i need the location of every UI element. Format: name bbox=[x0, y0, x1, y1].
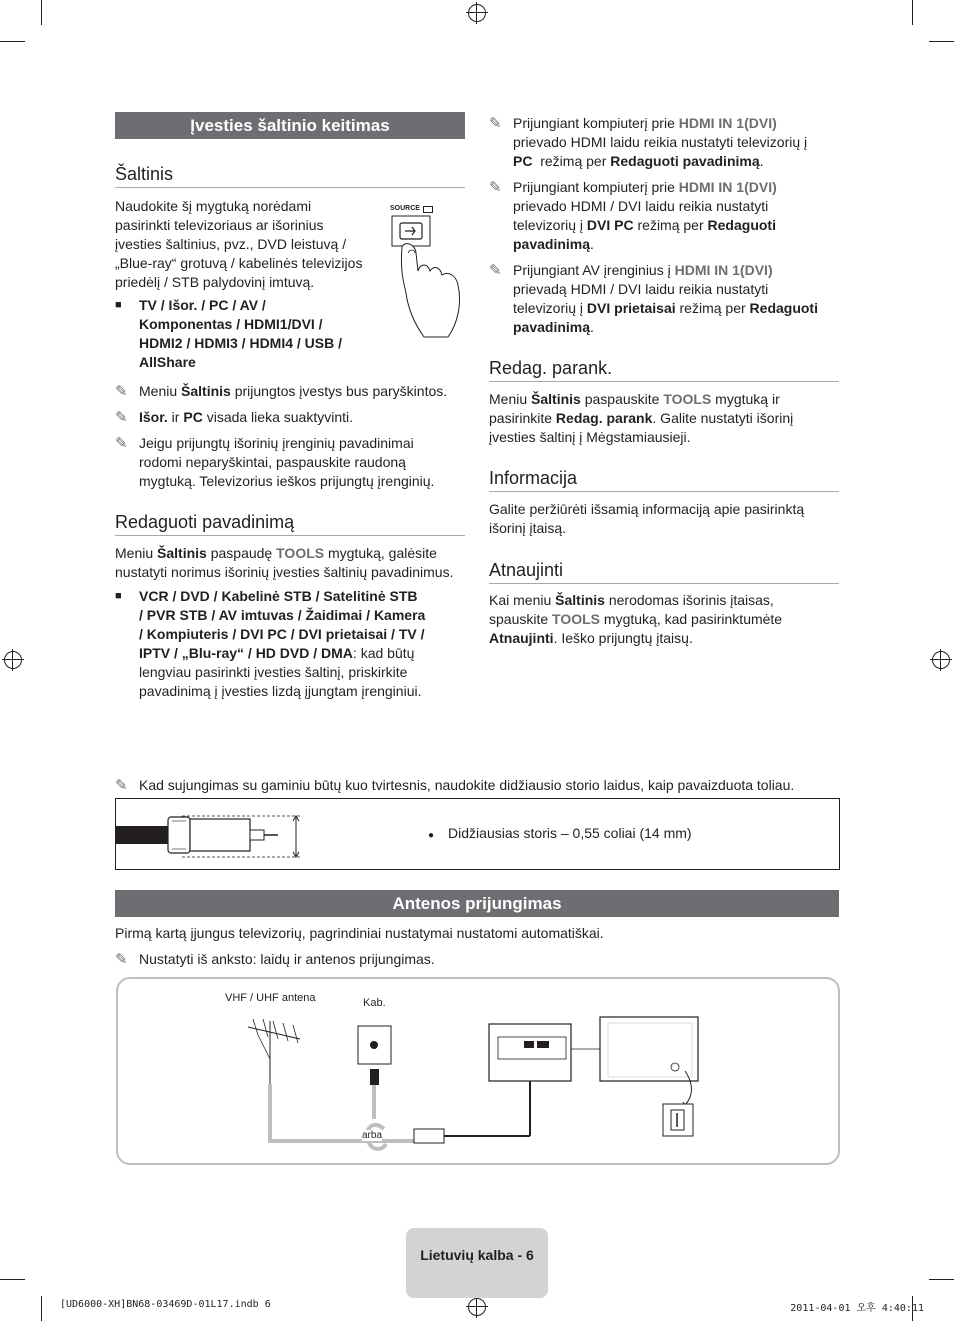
heading-saltinis: Šaltinis bbox=[115, 164, 465, 188]
text-line: Naudokite šį mygtuką norėdami bbox=[115, 198, 312, 214]
section-bar-input-source: Įvesties šaltinio keitimas bbox=[115, 112, 465, 139]
text-line bbox=[513, 318, 873, 337]
port-keyword: HDMI IN 1(DVI) bbox=[678, 115, 777, 131]
note-red-button bbox=[115, 434, 499, 491]
square-bullet-icon: ■ bbox=[115, 590, 122, 602]
text-line bbox=[513, 235, 873, 254]
text-bold: Šaltinis bbox=[157, 545, 207, 561]
text-line bbox=[513, 152, 873, 171]
pencil-note-icon: ✎ bbox=[115, 383, 128, 400]
antenna-intro: Pirmą kartą įjungus televizorių, pagrindiniai nustatymai nustatomi automatiškai. bbox=[115, 925, 604, 941]
bullet-line: / PVR STB / AV imtuvas / Žaidimai / Kamera bbox=[139, 607, 426, 623]
text: televizorių į bbox=[513, 217, 587, 233]
text: nerodomas išorinis įtaisas, bbox=[604, 592, 774, 608]
text: paspauskite bbox=[580, 391, 664, 407]
text: Kai meniu bbox=[489, 592, 556, 608]
or-label: arba bbox=[362, 1130, 383, 1141]
text-bold: IPTV / „Blu-ray“ / HD DVD / DMA bbox=[139, 645, 353, 661]
text-bold: Šaltinis bbox=[181, 383, 231, 399]
text-line: priedėlį / STB palydovinį imtuvą. bbox=[115, 274, 315, 290]
text: . Galite nustatyti išorinį bbox=[652, 410, 794, 426]
pencil-note-icon: ✎ bbox=[489, 179, 502, 196]
text: Prijungiant kompiuterį prie bbox=[513, 115, 679, 131]
heading-redaguoti: Redaguoti pavadinimą bbox=[115, 512, 465, 536]
text-bold: PC bbox=[513, 153, 533, 169]
text-line bbox=[489, 409, 849, 428]
text: . Ieško prijungtų įtaisų. bbox=[553, 630, 693, 646]
text-bold: Redag. parank bbox=[555, 410, 653, 426]
text: . bbox=[590, 236, 594, 252]
text-line bbox=[489, 591, 849, 610]
text: televizorių į bbox=[513, 300, 587, 316]
text-bold: Išor. bbox=[139, 409, 168, 425]
cable-label: Kab. bbox=[363, 997, 386, 1009]
port-keyword: HDMI IN 1(DVI) bbox=[674, 262, 773, 278]
bullet-line: TV / Išor. / PC / AV / bbox=[139, 297, 266, 313]
text-line: „Blue-ray“ grotuvą / kabelinės televizijos bbox=[115, 255, 363, 271]
source-button-illustration bbox=[388, 198, 468, 348]
bullet-dot-icon: ● bbox=[428, 830, 435, 841]
crop-mark bbox=[0, 1279, 25, 1280]
text: mygtuką, kad pasirinktumėte bbox=[600, 611, 783, 627]
text: Didžiausias storis – 0,55 coliai (14 mm) bbox=[448, 825, 692, 841]
text: . bbox=[590, 319, 594, 335]
text-bold: pavadinimą bbox=[513, 319, 591, 335]
text-line: prievadą HDMI / DVI laidu reikia nustatyti bbox=[513, 281, 769, 297]
text: Meniu bbox=[139, 383, 182, 399]
text: Prijungiant kompiuterį prie bbox=[513, 179, 679, 195]
text-line bbox=[489, 629, 849, 648]
text-line: prievado HDMI / DVI laidu reikia nustatyti bbox=[513, 198, 769, 214]
text-line: lengviau pasirinkti įvesties šaltinį, priskirkite bbox=[139, 664, 408, 680]
bullet-line: VCR / DVD / Kabelinė STB / Satelitinė STB bbox=[139, 588, 418, 604]
text-line: Jeigu prijungtų išorinių įrenginių pavadinimai bbox=[139, 435, 414, 451]
finger-press-icon bbox=[388, 213, 468, 348]
note-av-dvi bbox=[489, 261, 873, 337]
redaguoti-bullet bbox=[115, 587, 479, 701]
cable-spec-item bbox=[428, 825, 692, 841]
crop-mark bbox=[41, 0, 42, 25]
vhf-uhf-label: VHF / UHF antena bbox=[225, 992, 316, 1004]
registration-mark-icon bbox=[468, 1298, 486, 1316]
atnaujinti-text bbox=[489, 591, 849, 648]
antenna-icon bbox=[248, 1019, 300, 1084]
page-number-label: Lietuvių kalba - 6 bbox=[420, 1247, 534, 1263]
antenna-wiring-graphic bbox=[118, 979, 838, 1163]
registration-mark-icon bbox=[468, 4, 486, 22]
text-line: nustatyti norimus išorinių įvesties šaltinių pavadinimus. bbox=[115, 564, 454, 580]
pencil-note-icon: ✎ bbox=[115, 777, 128, 794]
port-keyword: HDMI IN 1(DVI) bbox=[678, 179, 777, 195]
note-highlighted-inputs bbox=[115, 382, 499, 401]
text-line bbox=[489, 610, 849, 629]
note-pc-dvi bbox=[489, 178, 873, 254]
tools-keyword: TOOLS bbox=[552, 611, 601, 627]
text-bold: Redaguoti bbox=[749, 300, 818, 316]
redag-parank-text bbox=[489, 390, 849, 447]
text-line bbox=[513, 261, 873, 280]
note-pc-hdmi bbox=[489, 114, 873, 171]
cable-connector-icon bbox=[116, 799, 316, 869]
heading-informacija: Informacija bbox=[489, 468, 839, 492]
text: mygtuką, galėsite bbox=[324, 545, 437, 561]
pencil-note-icon: ✎ bbox=[489, 115, 502, 132]
registration-mark-icon bbox=[4, 651, 22, 669]
text-line: mygtuką. Televizorius ieškos prijungtų įrenginių. bbox=[139, 473, 435, 489]
text-bold: DVI PC bbox=[586, 217, 634, 233]
registration-mark-icon bbox=[932, 651, 950, 669]
text: Meniu bbox=[115, 545, 158, 561]
bullet-line: Komponentas / HDMI1/DVI / bbox=[139, 316, 323, 332]
text-bold: PC bbox=[183, 409, 203, 425]
text: Nustatyti iš anksto: laidų ir antenos prijungimas. bbox=[139, 951, 435, 967]
text-bold: Šaltinis bbox=[555, 592, 605, 608]
pencil-note-icon: ✎ bbox=[115, 409, 128, 426]
informacija-text bbox=[489, 500, 849, 538]
bullet-line bbox=[139, 644, 479, 663]
text: ir bbox=[167, 409, 184, 425]
source-mini-icon bbox=[423, 206, 433, 213]
pencil-note-icon: ✎ bbox=[489, 262, 502, 279]
text-line: rodomi neparyškintai, paspauskite raudoną bbox=[139, 454, 406, 470]
text: spauskite bbox=[489, 611, 553, 627]
crop-mark bbox=[929, 1279, 954, 1280]
heading-atnaujinti: Atnaujinti bbox=[489, 560, 839, 584]
antenna-diagram bbox=[116, 977, 840, 1165]
text-line bbox=[513, 216, 873, 235]
crop-mark bbox=[0, 41, 25, 42]
text: režimą per bbox=[532, 153, 611, 169]
text: : kad būtų bbox=[352, 645, 415, 661]
pencil-note-icon: ✎ bbox=[115, 951, 128, 968]
pencil-note-icon: ✎ bbox=[115, 435, 128, 452]
text-line: prievado HDMI laidu reikia nustatyti televizorių į bbox=[513, 134, 808, 150]
section-bar-antenna: Antenos prijungimas bbox=[115, 890, 839, 917]
text-line: Galite peržiūrėti išsamią informaciją apie pasirinktą bbox=[489, 501, 805, 517]
bullet-line: AllShare bbox=[139, 354, 196, 370]
text: Kad sujungimas su gaminiu būtų kuo tvirtesnis, naudokite didžiausio storio laidus, kaip pavaizduota toliau. bbox=[139, 777, 795, 793]
text-line: pavadinimą į įvesties lizdą įjungtam įrenginiui. bbox=[139, 683, 422, 699]
print-info-right: 2011-04-01 오후 4:40:11 bbox=[790, 1303, 924, 1314]
text-bold: Redaguoti bbox=[707, 217, 776, 233]
text: Meniu bbox=[489, 391, 532, 407]
text: pasirinkite bbox=[489, 410, 556, 426]
text: prijungtos įvestys bus paryškintos. bbox=[230, 383, 448, 399]
tools-keyword: TOOLS bbox=[663, 391, 712, 407]
source-label: SOURCE bbox=[390, 205, 420, 212]
bullet-line: HDMI2 / HDMI3 / HDMI4 / USB / bbox=[139, 335, 343, 351]
text-line bbox=[115, 544, 475, 563]
text-line bbox=[513, 114, 873, 133]
text-bold: Atnaujinti bbox=[489, 630, 554, 646]
text-line: įvesties šaltinius, pvz., DVD leistuvą / bbox=[115, 236, 347, 252]
text-line bbox=[489, 390, 849, 409]
crop-mark bbox=[41, 1296, 42, 1321]
text: Prijungiant AV įrenginius į bbox=[513, 262, 675, 278]
redaguoti-intro bbox=[115, 544, 475, 582]
text-line: pasirinkti televizoriaus ar išorinius bbox=[115, 217, 324, 233]
text: visada lieka suaktyvinti. bbox=[202, 409, 353, 425]
text: mygtuką ir bbox=[711, 391, 780, 407]
note-antenna-preset bbox=[115, 950, 879, 969]
text-bold: Šaltinis bbox=[531, 391, 581, 407]
crop-mark bbox=[912, 0, 913, 25]
text-bold: pavadinimą bbox=[513, 236, 591, 252]
print-info-left: [UD6000-XH]BN68-03469D-01L17.indb 6 bbox=[60, 1299, 271, 1310]
saltinis-bullet bbox=[115, 296, 399, 372]
note-cable-thickness bbox=[115, 776, 879, 795]
text: . bbox=[759, 153, 764, 169]
text-line: įvesties šaltinį į Mėgstamiausieji. bbox=[489, 429, 691, 445]
text: paspaudę bbox=[206, 545, 277, 561]
text-bold: DVI prietaisai bbox=[586, 300, 676, 316]
heading-redag-parank: Redag. parank. bbox=[489, 358, 839, 382]
bullet-line: / Kompiuteris / DVI PC / DVI prietaisai / TV / bbox=[139, 626, 425, 642]
text-line bbox=[513, 178, 873, 197]
square-bullet-icon: ■ bbox=[115, 299, 122, 311]
tools-keyword: TOOLS bbox=[276, 545, 325, 561]
page-number-tab bbox=[406, 1228, 548, 1298]
text-line bbox=[513, 299, 873, 318]
cable-thickness-box bbox=[115, 798, 840, 870]
saltinis-intro bbox=[115, 197, 385, 292]
text: režimą per bbox=[633, 217, 708, 233]
text-bold: Redaguoti pavadinimą bbox=[610, 153, 760, 169]
text-line: išorinį įtaisą. bbox=[489, 520, 567, 536]
crop-mark bbox=[929, 41, 954, 42]
text: režimą per bbox=[675, 300, 750, 316]
note-always-active bbox=[115, 408, 499, 427]
